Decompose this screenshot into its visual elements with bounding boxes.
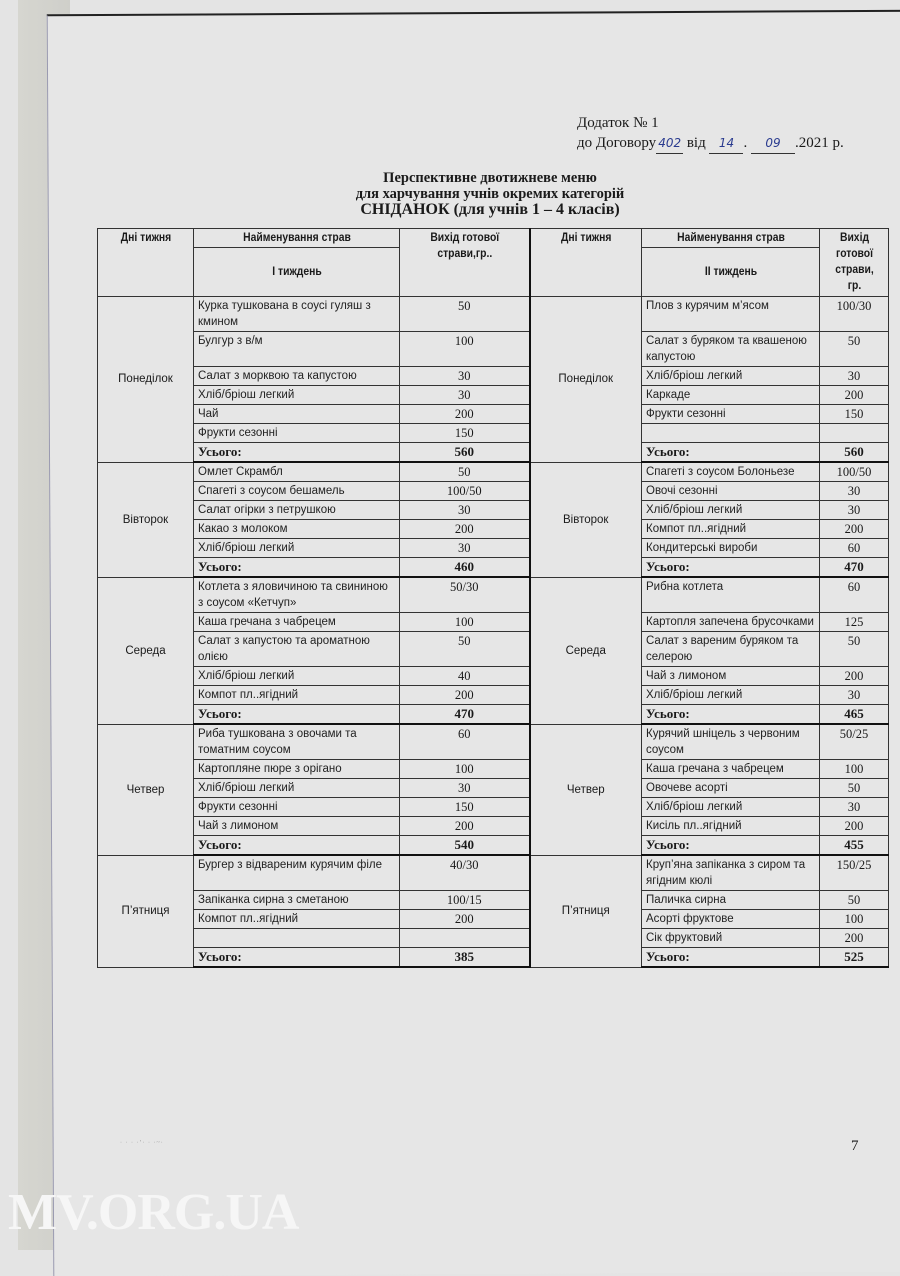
total-row <box>98 948 889 968</box>
total-label-week1: Усього: <box>194 558 400 578</box>
header-days-week2: Дні тижня <box>535 229 636 297</box>
yield-week2: 200 <box>820 386 889 405</box>
yield-week1: 50 <box>400 297 530 332</box>
yield-week1: 200 <box>400 405 530 424</box>
yield-week2: 200 <box>820 929 889 948</box>
yield-week2: 30 <box>820 367 889 386</box>
yield-week2: 100/50 <box>820 462 889 482</box>
dish-week2: Круп’яна запіканка з сиром та ягідним кюлі <box>642 855 820 891</box>
total-label-week1: Усього: <box>194 705 400 725</box>
contract-reference <box>577 133 844 154</box>
table-row <box>98 910 889 929</box>
yield-week2 <box>820 424 889 443</box>
yield-week1: 200 <box>400 910 530 929</box>
total-label-week1: Усього: <box>194 443 400 463</box>
dish-week1: Бургер з відвареним курячим філе <box>194 855 400 891</box>
dish-week2: Кисіль пл..ягідний <box>642 817 820 836</box>
yield-week1: 100 <box>400 332 530 367</box>
total-week1: 560 <box>400 443 530 463</box>
dish-week2: Овочеве асорті <box>642 779 820 798</box>
yield-week1: 50/30 <box>400 577 530 613</box>
table-row <box>98 724 889 760</box>
day-cell-week2: Середа <box>530 577 642 724</box>
total-label-week2: Усього: <box>642 443 820 463</box>
header-days-week1: Дні тижня <box>102 229 188 297</box>
header-dishes-week2: Найменування страв <box>650 229 810 248</box>
dish-week2: Салат з буряком та квашеною капустою <box>642 332 820 367</box>
total-week2: 525 <box>820 948 889 968</box>
yield-week1: 40 <box>400 667 530 686</box>
contract-day-handwritten: 14 <box>709 133 743 154</box>
yield-week1: 30 <box>400 779 530 798</box>
yield-week2: 50/25 <box>820 724 889 760</box>
yield-week2: 125 <box>820 613 889 632</box>
dish-week1: Каша гречана з чабрецем <box>194 613 400 632</box>
dish-week2: Картопля запечена брусочками <box>642 613 820 632</box>
table-row <box>98 405 889 424</box>
yield-week2: 200 <box>820 520 889 539</box>
total-row <box>98 558 889 578</box>
yield-week1: 200 <box>400 520 530 539</box>
yield-week1: 50 <box>400 632 530 667</box>
dish-week1: Чай з лимоном <box>194 817 400 836</box>
yield-week1: 100/50 <box>400 482 530 501</box>
yield-week1: 30 <box>400 367 530 386</box>
header-week2: ІІ тиждень <box>650 248 810 297</box>
dish-week1: Курка тушкована в соусі гуляш з кмином <box>194 297 400 332</box>
yield-week2: 60 <box>820 577 889 613</box>
dish-week1: Компот пл..ягідний <box>194 686 400 705</box>
dish-week2: Хліб/бріош легкий <box>642 686 820 705</box>
day-cell-week2: Вівторок <box>530 462 642 577</box>
dish-week1: Запіканка сирна з сметаною <box>194 891 400 910</box>
date-separator: . <box>743 135 748 151</box>
contract-month-handwritten: 09 <box>751 133 795 154</box>
dish-week2: Паличка сирна <box>642 891 820 910</box>
dish-week2: Рибна котлета <box>642 577 820 613</box>
dish-week1: Спагеті з соусом бешамель <box>194 482 400 501</box>
day-cell-week2: Понеділок <box>530 297 642 463</box>
yield-week1: 200 <box>400 817 530 836</box>
contract-prefix: до Договору <box>577 135 657 151</box>
day-cell-week1: Четвер <box>98 724 194 855</box>
table-row <box>98 798 889 817</box>
total-row <box>98 705 889 725</box>
table-row <box>98 297 889 332</box>
yield-week2: 150 <box>820 405 889 424</box>
dish-week1: Салат огірки з петрушкою <box>194 501 400 520</box>
yield-week2: 100 <box>820 760 889 779</box>
total-week2: 560 <box>820 443 889 463</box>
day-cell-week2: П’ятниця <box>530 855 642 967</box>
yield-week1: 60 <box>400 724 530 760</box>
dish-week2: Овочі сезонні <box>642 482 820 501</box>
total-week1: 385 <box>400 948 530 968</box>
menu-body <box>98 297 889 968</box>
dish-week1: Чай <box>194 405 400 424</box>
table-row <box>98 462 889 482</box>
dish-week1: Котлета з яловичиною та свининою з соусом «Кетчуп» <box>194 577 400 613</box>
dish-week2: Хліб/бріош легкий <box>642 367 820 386</box>
dish-week1 <box>194 929 400 948</box>
total-label-week1: Усього: <box>194 836 400 856</box>
dish-week2: Чай з лимоном <box>642 667 820 686</box>
dish-week2: Кондитерські вироби <box>642 539 820 558</box>
total-week1: 460 <box>400 558 530 578</box>
table-row <box>98 632 889 667</box>
table-row <box>98 577 889 613</box>
yield-week2: 50 <box>820 632 889 667</box>
yield-week1: 30 <box>400 386 530 405</box>
total-week2: 465 <box>820 705 889 725</box>
yield-week1: 150 <box>400 424 530 443</box>
dish-week2: Курячий шніцель з червоним соусом <box>642 724 820 760</box>
contract-year: .2021 р. <box>794 135 844 151</box>
dish-week1: Какао з молоком <box>194 520 400 539</box>
yield-week2: 30 <box>820 798 889 817</box>
dish-week1: Фрукти сезонні <box>194 798 400 817</box>
table-row <box>98 367 889 386</box>
table-row <box>98 613 889 632</box>
annex-number: Додаток № 1 <box>577 115 659 131</box>
day-cell-week1: Понеділок <box>98 297 194 463</box>
header-dishes-week1: Найменування страв <box>204 229 389 248</box>
dish-week2: Хліб/бріош легкий <box>642 501 820 520</box>
dish-week1: Булгур з в/м <box>194 332 400 367</box>
yield-week2: 30 <box>820 686 889 705</box>
title-line-3: СНІДАНОК (для учнів 1 – 4 класів) <box>360 201 620 218</box>
table-row <box>98 667 889 686</box>
day-cell-week1: Вівторок <box>98 462 194 577</box>
day-cell-week2: Четвер <box>530 724 642 855</box>
table-row <box>98 386 889 405</box>
yield-week1: 100 <box>400 613 530 632</box>
dish-week2 <box>642 424 820 443</box>
yield-week2: 100 <box>820 910 889 929</box>
total-label-week2: Усього: <box>642 836 820 856</box>
header-yield-week2: Вихід готової страви, гр. <box>823 229 885 297</box>
yield-week2: 100/30 <box>820 297 889 332</box>
total-week2: 470 <box>820 558 889 578</box>
table-row <box>98 686 889 705</box>
yield-week2: 50 <box>820 332 889 367</box>
yield-week2: 200 <box>820 667 889 686</box>
dish-week2: Спагеті з соусом Болоньезе <box>642 462 820 482</box>
table-row <box>98 891 889 910</box>
table-row <box>98 501 889 520</box>
dish-week1: Фрукти сезонні <box>194 424 400 443</box>
document-title <box>300 170 680 218</box>
table-row <box>98 520 889 539</box>
dish-week1: Хліб/бріош легкий <box>194 539 400 558</box>
contract-number-handwritten: 402 <box>656 133 683 154</box>
total-label-week2: Усього: <box>642 558 820 578</box>
title-line-2: для харчування учнів окремих категорій <box>355 186 625 202</box>
table-row <box>98 855 889 891</box>
table-row <box>98 779 889 798</box>
dish-week1: Хліб/бріош легкий <box>194 667 400 686</box>
dish-week1: Салат з морквою та капустою <box>194 367 400 386</box>
dish-week2: Каша гречана з чабрецем <box>642 760 820 779</box>
total-label-week2: Усього: <box>642 705 820 725</box>
table-row <box>98 539 889 558</box>
dish-week2: Асорті фруктове <box>642 910 820 929</box>
yield-week2: 30 <box>820 482 889 501</box>
total-row <box>98 443 889 463</box>
yield-week2: 50 <box>820 779 889 798</box>
yield-week2: 150/25 <box>820 855 889 891</box>
contract-from: від <box>686 135 706 151</box>
yield-week1: 30 <box>400 501 530 520</box>
yield-week1: 100/15 <box>400 891 530 910</box>
total-label-week2: Усього: <box>642 948 820 968</box>
title-line-1: Перспективне двотижневе меню <box>383 170 597 186</box>
table-row <box>98 482 889 501</box>
yield-week1 <box>400 929 530 948</box>
header-yield-week1: Вихід готової страви,гр.. <box>406 229 523 297</box>
total-row <box>98 836 889 856</box>
annex-header <box>577 113 844 154</box>
dish-week2: Фрукти сезонні <box>642 405 820 424</box>
dish-week1: Риба тушкована з овочами та томатним соусом <box>194 724 400 760</box>
total-week2: 455 <box>820 836 889 856</box>
yield-week1: 50 <box>400 462 530 482</box>
yield-week1: 150 <box>400 798 530 817</box>
watermark: MV.ORG.UA <box>8 1184 299 1241</box>
dish-week2: Компот пл..ягідний <box>642 520 820 539</box>
table-row <box>98 760 889 779</box>
scan-noise: · · · ·ʼ· · ·~· <box>120 1140 164 1146</box>
dish-week1: Хліб/бріош легкий <box>194 386 400 405</box>
day-cell-week1: П’ятниця <box>98 855 194 967</box>
yield-week2: 30 <box>820 501 889 520</box>
yield-week1: 100 <box>400 760 530 779</box>
dish-week1: Салат з капустою та ароматною олією <box>194 632 400 667</box>
table-row <box>98 817 889 836</box>
dish-week1: Хліб/бріош легкий <box>194 779 400 798</box>
header-week1: І тиждень <box>204 248 389 297</box>
day-cell-week1: Середа <box>98 577 194 724</box>
dish-week1: Омлет Скрамбл <box>194 462 400 482</box>
yield-week2: 50 <box>820 891 889 910</box>
dish-week1: Картопляне пюре з орігано <box>194 760 400 779</box>
yield-week2: 200 <box>820 817 889 836</box>
dish-week2: Плов з курячим м’ясом <box>642 297 820 332</box>
dish-week2: Хліб/бріош легкий <box>642 798 820 817</box>
table-row <box>98 332 889 367</box>
total-label-week1: Усього: <box>194 948 400 968</box>
menu-table <box>97 228 889 968</box>
total-week1: 540 <box>400 836 530 856</box>
yield-week2: 60 <box>820 539 889 558</box>
yield-week1: 30 <box>400 539 530 558</box>
total-week1: 470 <box>400 705 530 725</box>
yield-week1: 40/30 <box>400 855 530 891</box>
yield-week1: 200 <box>400 686 530 705</box>
dish-week2: Салат з вареним буряком та селерою <box>642 632 820 667</box>
page-number: 7 <box>851 1138 859 1154</box>
dish-week2: Сік фруктовий <box>642 929 820 948</box>
table-row <box>98 424 889 443</box>
dish-week2: Каркаде <box>642 386 820 405</box>
dish-week1: Компот пл..ягідний <box>194 910 400 929</box>
table-row <box>98 929 889 948</box>
